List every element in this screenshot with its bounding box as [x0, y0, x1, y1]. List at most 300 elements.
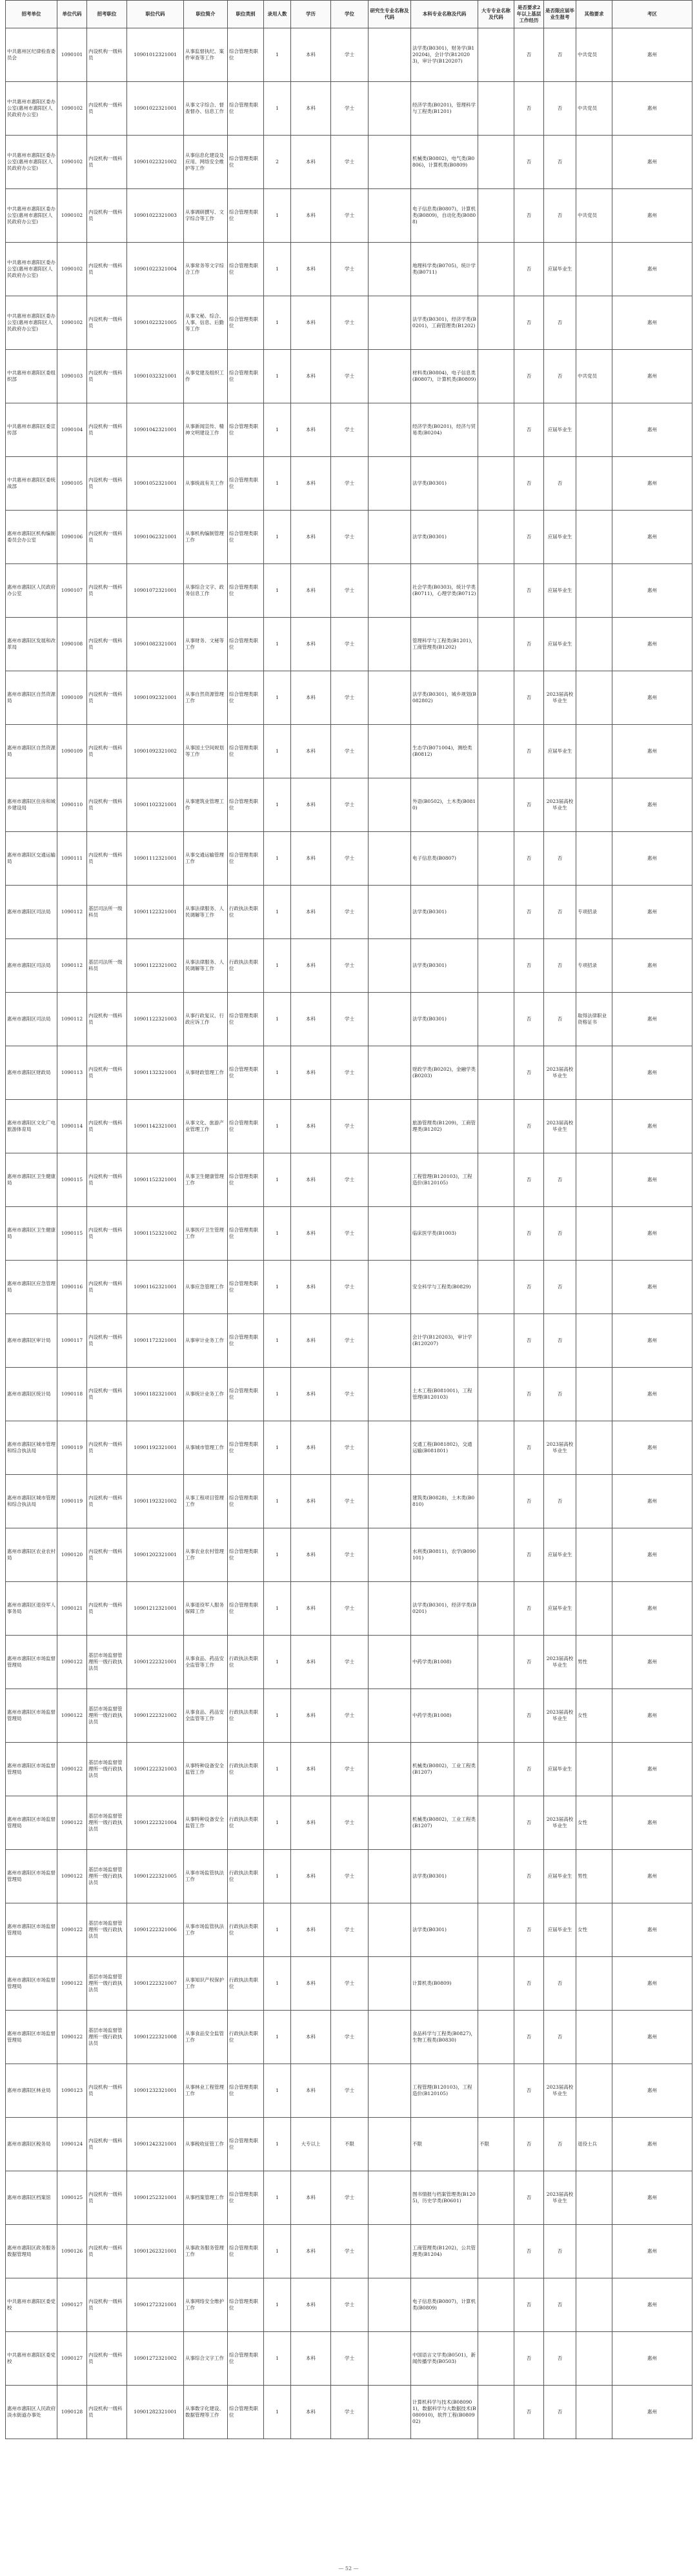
cell-grad-major	[369, 1689, 411, 1743]
cell-exam-area: 惠州	[612, 296, 692, 350]
cell-category: 综合管理类职位	[228, 2332, 264, 2386]
cell-position-code: 10901152321001	[127, 1153, 184, 1207]
cell-description: 从事文字综合、督查督办、信息工作	[184, 82, 228, 136]
cell-fresh-graduate: 应届毕业生	[544, 564, 576, 618]
cell-description: 从事数字化建设、数据管理等工作	[184, 2386, 228, 2439]
cell-work-experience: 否	[514, 993, 544, 1046]
cell-education: 本科	[291, 28, 331, 82]
cell-unit: 惠州市惠阳区城市管理和综合执法局	[6, 1475, 57, 1528]
cell-other: 男性	[576, 1636, 612, 1689]
cell-position: 基层市场监督管理所一级行政执法员	[87, 1689, 127, 1743]
cell-unit-code: 1090112	[57, 939, 87, 993]
cell-position-code: 10901122321001	[127, 886, 184, 939]
cell-education: 本科	[291, 1636, 331, 1689]
header-degree: 学位	[331, 1, 369, 28]
cell-fresh-graduate: 否	[544, 939, 576, 993]
table-row	[6, 1957, 692, 2011]
cell-degree: 学士	[331, 1207, 369, 1261]
cell-other	[576, 618, 612, 671]
cell-degree: 学士	[331, 778, 369, 832]
cell-other	[576, 1046, 612, 1100]
cell-college-major	[478, 564, 514, 618]
cell-unit-code: 1090120	[57, 1528, 87, 1582]
cell-count: 1	[264, 1850, 291, 1903]
cell-unit: 惠州市惠阳区自然资源局	[6, 725, 57, 778]
cell-other	[576, 1528, 612, 1582]
cell-unit: 惠州市惠阳区市场监督管理局	[6, 1636, 57, 1689]
cell-category: 综合管理类职位	[228, 1528, 264, 1582]
cell-other: 女性	[576, 1689, 612, 1743]
cell-education: 大专以上	[291, 2118, 331, 2171]
table-row	[6, 2118, 692, 2171]
cell-category: 综合管理类职位	[228, 1314, 264, 1368]
cell-unit-code: 1090128	[57, 2386, 87, 2439]
cell-education: 本科	[291, 832, 331, 886]
cell-other	[576, 564, 612, 618]
cell-unit: 惠州市惠阳区农业农村局	[6, 1528, 57, 1582]
cell-count: 1	[264, 939, 291, 993]
cell-education: 本科	[291, 1689, 331, 1743]
cell-category: 综合管理类职位	[228, 1046, 264, 1100]
cell-fresh-graduate: 否	[544, 993, 576, 1046]
page-number: — 52 —	[338, 2566, 359, 2571]
cell-other	[576, 1475, 612, 1528]
cell-work-experience: 否	[514, 1903, 544, 1957]
cell-description: 从事交通运输管理工作	[184, 832, 228, 886]
cell-education: 本科	[291, 2225, 331, 2278]
cell-unit: 惠州市惠阳区司法局	[6, 939, 57, 993]
cell-unit: 惠州市惠阳区市场监督管理局	[6, 1903, 57, 1957]
cell-position-code: 10901022321004	[127, 243, 184, 296]
cell-unit: 中共惠州市惠阳区委组织部	[6, 350, 57, 403]
cell-undergrad-major: 法学类(B0301)	[411, 511, 478, 564]
cell-position: 内设机构一级科员	[87, 1314, 127, 1368]
cell-position: 内设机构一级科员	[87, 1582, 127, 1636]
cell-fresh-graduate: 2023届高校毕业生	[544, 671, 576, 725]
cell-count: 1	[264, 350, 291, 403]
cell-degree: 学士	[331, 82, 369, 136]
cell-degree: 学士	[331, 886, 369, 939]
cell-college-major	[478, 1796, 514, 1850]
cell-college-major	[478, 939, 514, 993]
cell-unit-code: 1090112	[57, 993, 87, 1046]
cell-position: 基层司法所一级科员	[87, 939, 127, 993]
cell-fresh-graduate: 否	[544, 28, 576, 82]
cell-position-code: 10901182321001	[127, 1368, 184, 1421]
cell-undergrad-major: 管理科学与工程类(B1201)，工商管理类(B1202)	[411, 618, 478, 671]
cell-degree: 学士	[331, 725, 369, 778]
cell-work-experience: 否	[514, 2171, 544, 2225]
cell-count: 1	[264, 1046, 291, 1100]
cell-grad-major	[369, 1153, 411, 1207]
cell-fresh-graduate: 应届毕业生	[544, 618, 576, 671]
table-row	[6, 189, 692, 243]
cell-work-experience: 否	[514, 1368, 544, 1421]
cell-education: 本科	[291, 1421, 331, 1475]
cell-position-code: 10901272321001	[127, 2278, 184, 2332]
cell-count: 1	[264, 189, 291, 243]
cell-unit-code: 1090107	[57, 564, 87, 618]
cell-position: 内设机构一级科员	[87, 2064, 127, 2118]
cell-unit-code: 1090102	[57, 296, 87, 350]
cell-undergrad-major: 材料类(B0804)，电子信息类(B0807)，计算机类(B0809)	[411, 350, 478, 403]
cell-position: 内设机构一级科员	[87, 832, 127, 886]
cell-position: 基层市场监督管理所一级行政执法员	[87, 1903, 127, 1957]
cell-description: 从事应急管理工作	[184, 1261, 228, 1314]
cell-unit: 中共惠州市惠阳区委办公室(惠州市惠阳区人民政府办公室)	[6, 296, 57, 350]
cell-other	[576, 778, 612, 832]
cell-exam-area: 惠州	[612, 1582, 692, 1636]
cell-category: 行政执法类职位	[228, 2011, 264, 2064]
cell-grad-major	[369, 2011, 411, 2064]
cell-grad-major	[369, 2118, 411, 2171]
cell-education: 本科	[291, 296, 331, 350]
cell-education: 本科	[291, 1796, 331, 1850]
cell-count: 1	[264, 1421, 291, 1475]
cell-exam-area: 惠州	[612, 2386, 692, 2439]
cell-undergrad-major: 中药学类(B1008)	[411, 1636, 478, 1689]
cell-undergrad-major: 电子信息类(B0807)，计算机类(B0809)，自动化类(B0808)	[411, 189, 478, 243]
cell-category: 综合管理类职位	[228, 1153, 264, 1207]
cell-category: 综合管理类职位	[228, 2225, 264, 2278]
cell-unit: 惠州市惠阳区人民政府淡水街道办事处	[6, 2386, 57, 2439]
cell-count: 1	[264, 1368, 291, 1421]
cell-unit-code: 1090114	[57, 1100, 87, 1153]
table-row	[6, 1528, 692, 1582]
cell-unit-code: 1090106	[57, 511, 87, 564]
cell-undergrad-major: 法学类(B0301)	[411, 939, 478, 993]
cell-unit: 中共惠州市惠阳区委办公室(惠州市惠阳区人民政府办公室)	[6, 189, 57, 243]
cell-position: 内设机构一级科员	[87, 243, 127, 296]
cell-position-code: 10901212321001	[127, 1582, 184, 1636]
cell-college-major	[478, 832, 514, 886]
cell-position: 内设机构一级科员	[87, 136, 127, 189]
cell-work-experience: 否	[514, 1689, 544, 1743]
cell-unit-code: 1090111	[57, 832, 87, 886]
cell-position: 内设机构一级科员	[87, 28, 127, 82]
cell-count: 1	[264, 1743, 291, 1796]
cell-fresh-graduate: 否	[544, 2386, 576, 2439]
cell-unit-code: 1090122	[57, 1796, 87, 1850]
cell-unit: 中共惠州市惠阳区委办公室(惠州市惠阳区人民政府办公室)	[6, 136, 57, 189]
cell-position-code: 10901102321001	[127, 778, 184, 832]
cell-exam-area: 惠州	[612, 1207, 692, 1261]
cell-grad-major	[369, 618, 411, 671]
cell-other: 女性	[576, 1903, 612, 1957]
cell-category: 综合管理类职位	[228, 82, 264, 136]
cell-position: 内设机构一级科员	[87, 1528, 127, 1582]
cell-description: 从事财政管理工作	[184, 1046, 228, 1100]
cell-degree: 学士	[331, 296, 369, 350]
cell-undergrad-major: 图书情报与档案管理类(B1205)，历史学类(B0601)	[411, 2171, 478, 2225]
table-row	[6, 2171, 692, 2225]
cell-work-experience: 否	[514, 1046, 544, 1100]
cell-category: 综合管理类职位	[228, 243, 264, 296]
cell-college-major	[478, 1475, 514, 1528]
cell-undergrad-major: 工程管理(B120103)，工程造价(B120105)	[411, 2064, 478, 2118]
cell-unit-code: 1090121	[57, 1582, 87, 1636]
cell-fresh-graduate: 否	[544, 136, 576, 189]
cell-other	[576, 403, 612, 457]
cell-work-experience: 否	[514, 2225, 544, 2278]
cell-exam-area: 惠州	[612, 350, 692, 403]
cell-work-experience: 否	[514, 82, 544, 136]
cell-description: 从事统计业务工作	[184, 1368, 228, 1421]
cell-unit-code: 1090122	[57, 1903, 87, 1957]
cell-work-experience: 否	[514, 671, 544, 725]
cell-position-code: 10901082321001	[127, 618, 184, 671]
cell-fresh-graduate: 2023届高校毕业生	[544, 2171, 576, 2225]
cell-degree: 学士	[331, 457, 369, 511]
cell-count: 1	[264, 403, 291, 457]
table-row	[6, 2064, 692, 2118]
cell-position-code: 10901122321003	[127, 993, 184, 1046]
cell-degree: 学士	[331, 1743, 369, 1796]
cell-college-major	[478, 2171, 514, 2225]
cell-unit-code: 1090104	[57, 403, 87, 457]
cell-other	[576, 243, 612, 296]
cell-unit: 惠州市惠阳区卫生健康局	[6, 1207, 57, 1261]
cell-description: 从事退役军人服务保障工作	[184, 1582, 228, 1636]
cell-exam-area: 惠州	[612, 82, 692, 136]
cell-position: 内设机构一级科员	[87, 296, 127, 350]
cell-exam-area: 惠州	[612, 832, 692, 886]
cell-category: 综合管理类职位	[228, 457, 264, 511]
cell-grad-major	[369, 832, 411, 886]
cell-unit-code: 1090122	[57, 1957, 87, 2011]
cell-position: 内设机构一级科员	[87, 457, 127, 511]
cell-position: 内设机构一级科员	[87, 189, 127, 243]
cell-college-major	[478, 1743, 514, 1796]
cell-fresh-graduate: 否	[544, 1261, 576, 1314]
cell-exam-area: 惠州	[612, 1314, 692, 1368]
cell-fresh-graduate: 应届毕业生	[544, 403, 576, 457]
cell-fresh-graduate: 否	[544, 1957, 576, 2011]
cell-description: 从事法律服务、人民调解等工作	[184, 886, 228, 939]
cell-degree: 学士	[331, 403, 369, 457]
cell-position-code: 10901272321002	[127, 2332, 184, 2386]
cell-grad-major	[369, 2171, 411, 2225]
cell-education: 本科	[291, 1957, 331, 2011]
cell-unit: 惠州市惠阳区发展和改革局	[6, 618, 57, 671]
cell-work-experience: 否	[514, 778, 544, 832]
cell-unit: 中共惠州市惠阳区委党校	[6, 2278, 57, 2332]
cell-fresh-graduate: 应届毕业生	[544, 1528, 576, 1582]
header-count: 录用人数	[264, 1, 291, 28]
cell-count: 1	[264, 993, 291, 1046]
table-row	[6, 939, 692, 993]
cell-exam-area: 惠州	[612, 725, 692, 778]
cell-count: 1	[264, 1636, 291, 1689]
cell-other	[576, 296, 612, 350]
cell-exam-area: 惠州	[612, 886, 692, 939]
cell-position-code: 10901222321003	[127, 1743, 184, 1796]
cell-degree: 学士	[331, 671, 369, 725]
cell-count: 1	[264, 2064, 291, 2118]
cell-exam-area: 惠州	[612, 778, 692, 832]
cell-degree: 学士	[331, 1421, 369, 1475]
cell-position: 内设机构一级科员	[87, 2171, 127, 2225]
cell-college-major	[478, 886, 514, 939]
cell-count: 1	[264, 1475, 291, 1528]
table-row	[6, 136, 692, 189]
cell-category: 综合管理类职位	[228, 2386, 264, 2439]
cell-category: 综合管理类职位	[228, 2118, 264, 2171]
cell-degree: 学士	[331, 832, 369, 886]
cell-exam-area: 惠州	[612, 993, 692, 1046]
cell-description: 从事调研撰写、文字综合等工作	[184, 189, 228, 243]
cell-unit: 惠州市惠阳区自然资源局	[6, 671, 57, 725]
cell-unit-code: 1090102	[57, 136, 87, 189]
header-college-major: 大专专业名称及代码	[478, 1, 514, 28]
cell-undergrad-major: 计算机类(B0809)	[411, 1957, 478, 2011]
cell-undergrad-major: 工商管理类(B1202)，公共管理类(B1204)	[411, 2225, 478, 2278]
cell-count: 1	[264, 1100, 291, 1153]
cell-unit-code: 1090126	[57, 2225, 87, 2278]
cell-education: 本科	[291, 1153, 331, 1207]
cell-position-code: 10901222321006	[127, 1903, 184, 1957]
cell-position: 内设机构一级科员	[87, 2225, 127, 2278]
cell-position-code: 10901012321001	[127, 28, 184, 82]
cell-position: 基层市场监督管理所一级行政执法员	[87, 1743, 127, 1796]
cell-education: 本科	[291, 671, 331, 725]
cell-description: 从事行政复议、行政应诉工作	[184, 993, 228, 1046]
cell-work-experience: 否	[514, 832, 544, 886]
cell-work-experience: 否	[514, 939, 544, 993]
cell-category: 综合管理类职位	[228, 1475, 264, 1528]
cell-grad-major	[369, 1957, 411, 2011]
cell-other	[576, 511, 612, 564]
cell-degree: 学士	[331, 2064, 369, 2118]
cell-unit: 惠州市惠阳区司法局	[6, 993, 57, 1046]
table-row	[6, 403, 692, 457]
cell-unit: 惠州市惠阳区交通运输局	[6, 832, 57, 886]
cell-other: 中共党员	[576, 28, 612, 82]
cell-work-experience: 否	[514, 564, 544, 618]
cell-position-code: 10901092321001	[127, 671, 184, 725]
cell-college-major: 不限	[478, 2118, 514, 2171]
cell-undergrad-major: 会计学(B120203)，审计学(B120207)	[411, 1314, 478, 1368]
cell-count: 1	[264, 725, 291, 778]
cell-fresh-graduate: 应届毕业生	[544, 1582, 576, 1636]
cell-fresh-graduate: 2023届高校毕业生	[544, 778, 576, 832]
cell-position-code: 10901122321002	[127, 939, 184, 993]
cell-unit: 中共惠州市惠阳区委办公室(惠州市惠阳区人民政府办公室)	[6, 82, 57, 136]
cell-degree: 学士	[331, 243, 369, 296]
cell-undergrad-major: 不限	[411, 2118, 478, 2171]
cell-unit-code: 1090110	[57, 778, 87, 832]
cell-undergrad-major: 机械类(B0802)，工业工程类(B1207)	[411, 1743, 478, 1796]
cell-work-experience: 否	[514, 1100, 544, 1153]
table-row	[6, 1261, 692, 1314]
cell-college-major	[478, 1046, 514, 1100]
cell-count: 1	[264, 1261, 291, 1314]
cell-unit: 惠州市惠阳区市场监督管理局	[6, 1743, 57, 1796]
cell-work-experience: 否	[514, 189, 544, 243]
cell-other	[576, 2011, 612, 2064]
cell-exam-area: 惠州	[612, 1261, 692, 1314]
cell-grad-major	[369, 350, 411, 403]
cell-other	[576, 2332, 612, 2386]
cell-unit: 惠州市惠阳区人民政府办公室	[6, 564, 57, 618]
cell-category: 综合管理类职位	[228, 403, 264, 457]
cell-college-major	[478, 2064, 514, 2118]
cell-grad-major	[369, 1421, 411, 1475]
cell-work-experience: 否	[514, 1475, 544, 1528]
cell-exam-area: 惠州	[612, 1850, 692, 1903]
table-row	[6, 1689, 692, 1743]
cell-education: 本科	[291, 939, 331, 993]
cell-category: 综合管理类职位	[228, 28, 264, 82]
cell-exam-area: 惠州	[612, 1046, 692, 1100]
cell-undergrad-major: 机械类(B0802)，电气类(B0806)，计算机类(B0809)	[411, 136, 478, 189]
cell-position-code: 10901202321001	[127, 1528, 184, 1582]
cell-position: 内设机构一级科员	[87, 1207, 127, 1261]
cell-category: 行政执法类职位	[228, 939, 264, 993]
cell-college-major	[478, 2278, 514, 2332]
cell-category: 综合管理类职位	[228, 189, 264, 243]
table-row	[6, 2386, 692, 2439]
cell-other: 专项招录	[576, 886, 612, 939]
cell-college-major	[478, 189, 514, 243]
cell-education: 本科	[291, 2278, 331, 2332]
cell-grad-major	[369, 1903, 411, 1957]
cell-unit: 中共惠州市惠阳区委宣传部	[6, 403, 57, 457]
cell-fresh-graduate: 2023届高校毕业生	[544, 1421, 576, 1475]
cell-education: 本科	[291, 1261, 331, 1314]
cell-grad-major	[369, 82, 411, 136]
cell-exam-area: 惠州	[612, 28, 692, 82]
cell-undergrad-major: 经济学类(B0201)，管理科学与工程类(B1201)	[411, 82, 478, 136]
header-position: 招考职位	[87, 1, 127, 28]
cell-unit: 中共惠州市惠阳区委党校	[6, 2332, 57, 2386]
cell-undergrad-major: 地理科学类(B0705)，统计学类(B0711)	[411, 243, 478, 296]
table-row	[6, 671, 692, 725]
cell-position-code: 10901022321001	[127, 82, 184, 136]
cell-count: 1	[264, 1689, 291, 1743]
cell-fresh-graduate: 否	[544, 886, 576, 939]
cell-unit: 惠州市惠阳区退役军人事务局	[6, 1582, 57, 1636]
cell-position-code: 10901022321003	[127, 189, 184, 243]
cell-unit-code: 1090113	[57, 1046, 87, 1100]
header-position-code: 职位代码	[127, 1, 184, 28]
cell-grad-major	[369, 1261, 411, 1314]
cell-undergrad-major: 法学类(B0301)，经济学类(B0201)，工商管理类(B1202)	[411, 296, 478, 350]
cell-fresh-graduate: 否	[544, 457, 576, 511]
cell-exam-area: 惠州	[612, 1743, 692, 1796]
cell-category: 综合管理类职位	[228, 618, 264, 671]
cell-work-experience: 否	[514, 136, 544, 189]
cell-degree: 学士	[331, 350, 369, 403]
cell-work-experience: 否	[514, 618, 544, 671]
cell-education: 本科	[291, 1314, 331, 1368]
cell-education: 本科	[291, 1903, 331, 1957]
cell-unit-code: 1090108	[57, 618, 87, 671]
cell-unit-code: 1090102	[57, 243, 87, 296]
cell-position: 内设机构一级科员	[87, 564, 127, 618]
cell-fresh-graduate: 否	[544, 1475, 576, 1528]
cell-undergrad-major: 电子信息类(B0807)，计算机类(B0809)	[411, 2278, 478, 2332]
cell-exam-area: 惠州	[612, 939, 692, 993]
cell-fresh-graduate: 否	[544, 1153, 576, 1207]
cell-unit: 中共惠州市惠阳区委统战部	[6, 457, 57, 511]
cell-fresh-graduate: 否	[544, 2011, 576, 2064]
cell-other: 专项招录	[576, 939, 612, 993]
table-row	[6, 1046, 692, 1100]
cell-unit: 惠州市惠阳区卫生健康局	[6, 1153, 57, 1207]
cell-grad-major	[369, 296, 411, 350]
cell-fresh-graduate: 否	[544, 296, 576, 350]
